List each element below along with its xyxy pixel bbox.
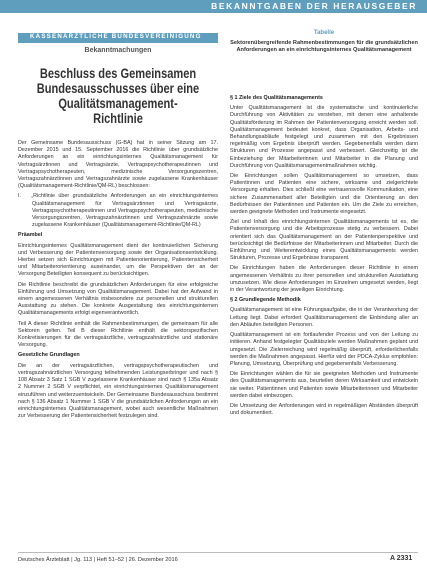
section-2-heading: § 2 Grundlegende Methodik: [230, 297, 301, 304]
section-1-heading: § 1 Ziele des Qualitätsmanagements: [230, 95, 323, 101]
right-column: [230, 92, 418, 420]
basis-heading: Gesetzliche Grundlagen: [18, 352, 80, 359]
page-title: Beschluss des Gemeinsamen Bundesausschusses über eine Qualitätsmanagement-Richtlinie: [36, 66, 200, 126]
basis-paragraph: Die an der vertragsärztlichen, vertragspsychotherapeutischen und vertragszahnärztlichen Versorgung teilnehmenden Leistungserbringer und nach § 108 Absatz 3 Satz 1 SGB V zugelassene Krankenhäuser sind nach § 135a Absatz 2 Nummer 2 SGB V verpflichtet, ein einrichtungsinternes Qualitätsmanagement einzuführen und weiterzuentwickeln. Der Gemeinsame Bundesausschuss bestimmt nach § 136 Absatz 1 Nummer 1 SGB V die grundsätzlichen Anforderungen an ein einrichtungsinternes Qualitätsmanagement, wobei auch wesentliche Maßnahmen zur Verbesserung der Patientensicherheit festzulegen sind.: [18, 362, 218, 420]
item-text: „Richtlinie über grundsätzliche Anforderungen an ein einrichtungsinternes Qualitätsmanagement für Vertragsärztinnen und Vertragsärzte, Vertragspsychotherapeutinnen und Vertragspsychotherapeuten, medizinische Versorgungszentren, Vertragszahnärztinnen und Vertragszahnärzte sowie zugelassene Krankenhäuser (Qualitätsmanagement-Richtlinie/QM-RL): [31, 193, 218, 229]
item-number: I.: [18, 193, 21, 200]
table-caption: Sektorenübergreifende Rahmenbestimmungen für die grundsätzlichen Anforderungen an ein einrichtungsinternes Qualitätsmanagement: [230, 40, 418, 53]
section-1-paragraph-2: Die Einrichtungen sollen Qualitätsmanagement so umsetzen, dass Patientinnen und Patienten eine sichere, wirksame und zielgerichtete Versorgung erhalten. Dies schließt eine vertrauensvolle Kommunikation, eine sichere Zusammenarbeit aller Beteiligten und die Orientierung an den Bedürfnissen der Patientinnen und Patienten ein. Um die Ziele zu erreichen, werden geeignete Methoden und Instrumente eingesetzt.: [230, 173, 418, 216]
preamble-heading: Präambel: [18, 232, 43, 239]
section-band: [18, 33, 218, 43]
footer-page-number: A 2331: [390, 555, 413, 562]
section-2-paragraph-2: Qualitätsmanagement ist ein fortlaufender Prozess und von der Leitung zu initiieren. Anhand festgelegter Qualitätsziele werden Maßnahmen geplant und umgesetzt. Die Zielerreichung wird regelmäßig überprüft, erforderlichenfalls werden die Maßnahmen angepasst. Hierfür wird der PDCA-Zyklus empfohlen: Planung, Umsetzung, Überprüfung und gegebenenfalls Verbesserung.: [230, 332, 418, 367]
header-band: [0, 0, 427, 13]
section-1-paragraph: Unter Qualitätsmanagement ist die systematische und kontinuierliche Durchführung von Aktivitäten zu verstehen, mit denen eine anhaltende Qualitätsförderung im Rahmen der Patientenversorgung erreicht werden soll. Qualitätsmanagement bedeutet konkret, dass Organisation, Arbeits- und Behandlungsabläufe festgelegt und zusammen mit den Ergebnissen regelmäßig vom Ergebnis überprüft werden. Gegebenenfalls werden dann Strukturen und Prozesse angepasst und verbessert. Gleichzeitig ist die Einbeziehung der Mitarbeiterinnen und Mitarbeiter in die Planung und Durchführung von Qualitätsmanagementmaßnahmen wichtig.: [230, 105, 418, 169]
left-column: [18, 140, 218, 423]
footer-journal: Deutsches Ärzteblatt | Jg. 113 | Heft 51–52 | 26. Dezember 2016: [18, 557, 178, 563]
preamble-paragraph-2: Die Richtlinie beschreibt die grundsätzlichen Anforderungen für eine erfolgreiche Einführung und Umsetzung von Qualitätsmanagement. Dabei hat der Aufwand in einem angemessenen Verhältnis insbesondere zur personellen und strukturellen Ausstattung zu stehen. Die konkrete Ausgestaltung des einrichtungsinternen Qualitätsmanagements erfolgt eigenverantwortlich.: [18, 281, 218, 317]
section-1-paragraph-4: Die Einrichtungen haben die Anforderungen dieser Richtlinie in einem angemessenen Verhältnis zu ihrer personellen und strukturellen Ausstattung umzusetzen. Wie diese Anforderungen im Einzelnen umgesetzt werden, liegt in der Verantwortung der jeweiligen Einrichtung.: [230, 265, 418, 294]
section-2-paragraph: Qualitätsmanagement ist eine Führungsaufgabe, die in der Verantwortung der Leitung liegt. Dabei erfordert Qualitätsmanagement die Einbindung aller an den Abläufen beteiligten Personen.: [230, 307, 418, 328]
table-label: Tabelle: [313, 30, 335, 36]
section-label: KASSENÄRZTLICHE BUNDESVEREINIGUNG: [30, 33, 202, 40]
numbered-item: [18, 193, 218, 229]
preamble-paragraph-3: Teil A dieser Richtlinie enthält die Rahmenbestimmungen, die gemeinsam für alle Sektoren gelten. Teil B dieser Richtlinie enthält die sektorspezifischen Konkretisierungen für die vertragsärztliche, vertragszahnärztliche und stationäre Versorgung.: [18, 320, 218, 349]
subheading: Bekanntmachungen: [84, 47, 152, 54]
footer-divider: [18, 552, 418, 553]
section-1-paragraph-3: Ziel und Inhalt des einrichtungsinternen Qualitätsmanagements ist es, die Patientenversorgung und die Arbeitsprozesse stetig zu verbessern. Dabei orientiert sich das Qualitätsmanagement an der Patientenperspektive und berücksichtigt die Bedürfnisse der Mitarbeiterinnen und Mitarbeiter. Durch die Einführung und Weiterentwicklung eines Qualitätsmanagements werden Strukturen, Prozesse und Ergebnisse transparent.: [230, 219, 418, 262]
intro-paragraph: Der Gemeinsame Bundesausschuss (G-BA) hat in seiner Sitzung am 17. Dezember 2015 und 15. September 2016 die Richtlinie über grundsätzliche Anforderungen an ein einrichtungsinternes Qualitätsmanagement für Vertragsärztinnen und Vertragsärzte, Vertragspsychotherapeutinnen und Vertragspsychotherapeuten, medizinische Versorgungszentren, Vertragszahnärztinnen und Vertragszahnärzte sowie zugelassene Krankenhäuser (Qualitätsmanagement-Richtlinie/QM-RL) beschlossen:: [18, 140, 218, 190]
section-2-paragraph-4: Die Umsetzung der Anforderungen wird in regelmäßigen Abständen überprüft und dokumentiert.: [230, 402, 418, 417]
section-2-paragraph-3: Die Einrichtungen wählen die für sie geeigneten Methoden und Instrumente des Qualitätsmanagements aus, beurteilen deren Wirksamkeit und entwickeln sie weiter. Patientinnen und Patienten sowie Mitarbeiterinnen und Mitarbeiter werden dabei einbezogen.: [230, 371, 418, 399]
preamble-paragraph: Einrichtungsinternes Qualitätsmanagement dient der kontinuierlichen Sicherung und Verbesserung der Patientenversorgung sowie der Organisationsentwicklung. Hierbei setzen sich Einrichtungen mit Patientenorientierung, Patientensicherheit und Mitarbeiterorientierung auseinander, um die Perspektiven der an der Versorgung Beteiligten konsequent zu berücksichtigen.: [18, 242, 218, 278]
header-band-title: BEKANNTGABEN DER HERAUSGEBER: [211, 1, 417, 11]
